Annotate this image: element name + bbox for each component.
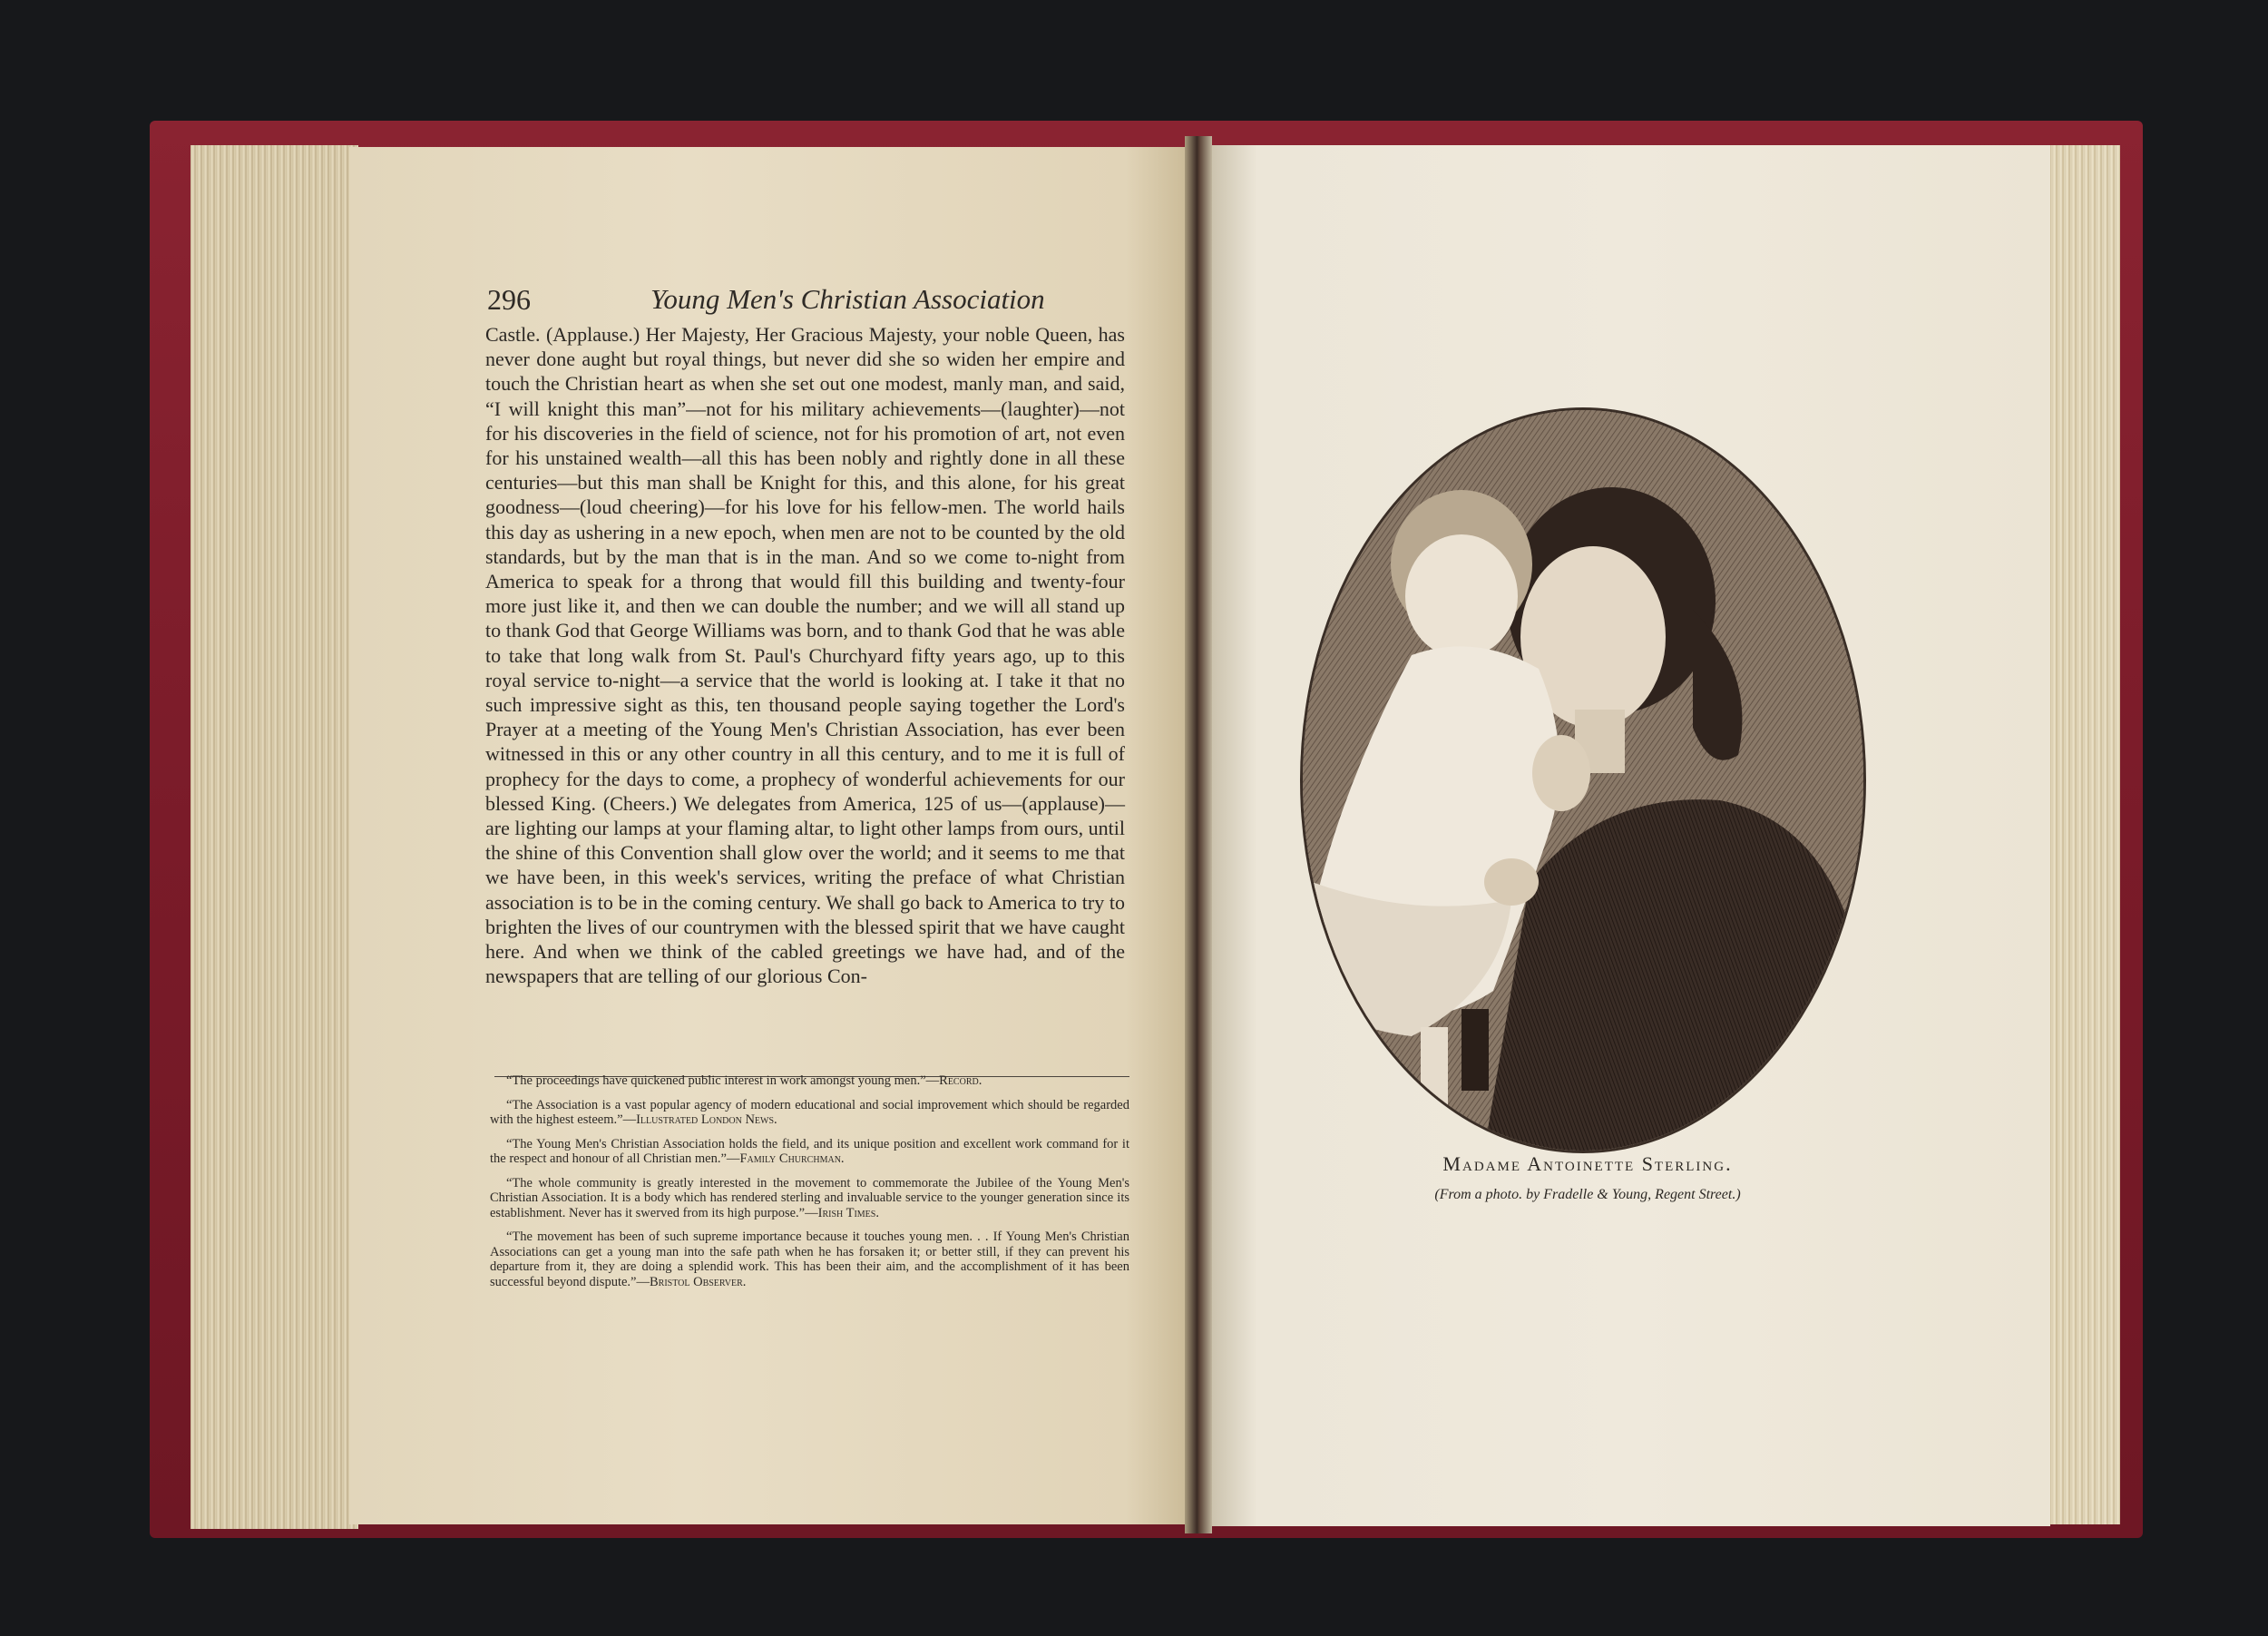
footnote: “The Young Men's Christian Association holds the field, and its unique position and excellent work command for it the respect and honour of all Christian men.”—Family Churchman. [490, 1136, 1129, 1166]
footnote-source: Irish Times. [817, 1205, 879, 1220]
running-head [487, 283, 1122, 323]
page-edges-left [191, 145, 358, 1529]
body-text [485, 322, 1125, 988]
portrait-illustration [1303, 410, 1863, 1151]
footnote: “The proceedings have quickened public interest in work amongst young men.”—Record. [506, 1073, 982, 1088]
footnote-source: Record. [939, 1073, 982, 1088]
portrait-engraving [1303, 410, 1863, 1151]
book-gutter [1185, 136, 1212, 1533]
portrait-caption: Madame Antoinette Sterling. [1442, 1152, 1733, 1175]
page-edges-right [2046, 145, 2120, 1524]
footnote: “The movement has been of such supreme importance because it touches young men. . . If Young Men's Christian Associations can get a young man into the safe path when he has forsaken it; or better still, if they can prevent his departure from it, they are doing a splendid work. This has been their aim, and the accomplishment of it has been successful beyond dispute.”—Bristol Observer. [490, 1229, 1129, 1289]
footnotes [490, 1073, 1129, 1298]
body-paragraph: Castle. (Applause.) Her Majesty, Her Gracious Majesty, your noble Queen, has never done aught but royal things, but never did she so widen her empire and touch the Christian heart as when she set out one modest, manly man, and said, “I will knight this man”—not for his military achievements—(laughter)—not for his discoveries in the field of science, not for his promotion of art, not even for his unstained wealth—all this has been nobly and rightly done in all these centuries—but this man shall be Knight for this, and this alone, for his great goodness—(loud cheering)—for his love for his fellow-men. The world hails this day as ushering in a new epoch, when men are not to be counted by the old standards, but by the man that is in the man. And so we come to-night from America to speak for a throng that would fill this building and twenty-four more just like it, and then we can double the number; and we will all stand up to thank God that George Williams was born, and to thank God that he was able to take that long walk from St. Paul's Churchyard fifty years ago, up to this royal service to-night—a service that the world is looking at. I take it that no such impressive sight as this, ten thousand people saying together the Lord's Prayer at a meeting of the Young Men's Christian Association, has ever been witnessed in this or any other country in all this century, and to me it is full of prophecy for the days to come, a prophecy of wonderful achievements for our blessed King. (Cheers.) We delegates from America, 125 of us—(applause)—are lighting our lamps at your flaming altar, to light other lamps from ours, until the shine of this Convention shall glow over the world; and it seems to me that we have been, in this week's services, writing the preface of what Christian association is to be in the coming century. We shall go back to America to try to brighten the lives of our countrymen with the blessed spirit that we have caught here. And when we think of the cabled greetings we have had, and of the newspapers that are telling of our glorious Con- [485, 323, 1125, 988]
footnote: “The Association is a vast popular agency of modern educational and social improvement which should be regarded with the highest esteem.”—Illustrated London News. [490, 1097, 1129, 1127]
photo-credit: (From a photo. by Fradelle & Young, Regent Street.) [1434, 1187, 1741, 1202]
footnote-source: Family Churchman. [739, 1151, 845, 1166]
footnote-source: Bristol Observer. [649, 1274, 747, 1289]
footnote-source: Illustrated London News. [636, 1112, 777, 1127]
running-title: Young Men's Christian Association [650, 283, 1045, 315]
footnote: “The whole community is greatly interested in the movement to commemorate the Jubilee of the Young Men's Christian Association. It is a body which has rendered sterling and invaluable service to the younger generation since its establishment. Never has it swerved from its high purpose.”—Irish Times. [490, 1175, 1129, 1220]
page-number: 296 [487, 283, 531, 316]
